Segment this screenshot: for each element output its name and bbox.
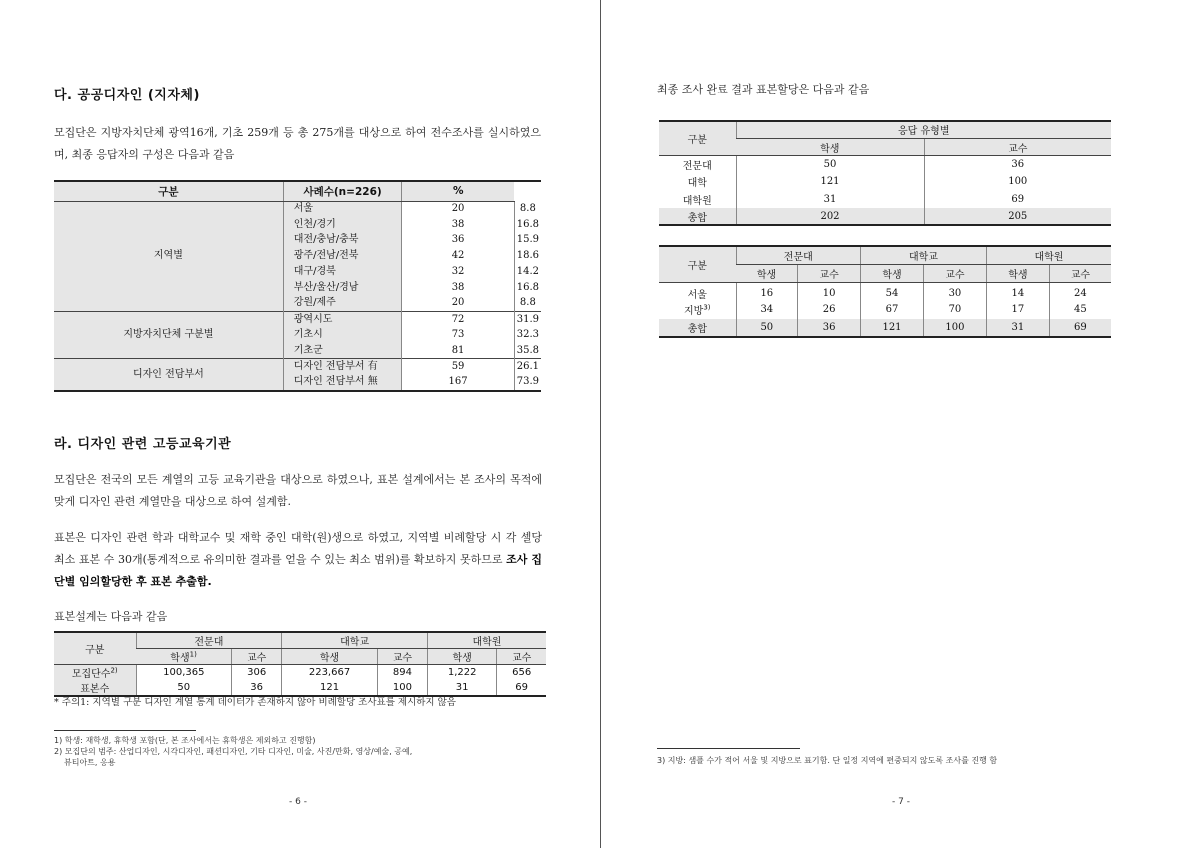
subheader-professor: 교수 (924, 138, 1111, 155)
row-count: 20 (402, 201, 514, 217)
cell-value: 69 (1049, 319, 1111, 337)
header-response-type: 응답 유형별 (736, 121, 1111, 138)
subheader-professor: 교수 (798, 264, 861, 282)
category-region: 지역별 (54, 201, 283, 312)
table-row (54, 359, 541, 375)
row-label: 대학 (659, 173, 736, 190)
cell-value: 14 (986, 282, 1049, 301)
table-header-row (659, 121, 1111, 138)
row-label: 지방$^{3)}$ (683, 303, 711, 317)
row-count: 73 (402, 327, 514, 343)
footnote-separator (657, 748, 800, 749)
cell-value: 45 (1049, 301, 1111, 319)
cell-value: 223,667 (282, 665, 378, 681)
cell-value: 100 (923, 319, 986, 337)
row-label: 표본수 (54, 680, 136, 696)
footnote-2: 2) 모집단의 범주: 산업디자인, 시각디자인, 패션디자인, 기타 디자인, 미술, 사진/만화, 영상/예술, 공예, (54, 747, 413, 756)
cell-value: 121 (861, 319, 924, 337)
cell-value: 70 (923, 301, 986, 319)
header-count: 사례수(n=226) (283, 181, 402, 201)
cell-value: 69 (924, 191, 1111, 208)
row-label: 디자인 전담부서 無 (283, 375, 402, 391)
cell-value: 306 (232, 665, 282, 681)
cell-value: 17 (986, 301, 1049, 319)
cell-value: 31 (986, 319, 1049, 337)
subheader-student: 학생$^{1)}$ (136, 649, 232, 665)
footnote-3: 3) 지방: 샘플 수가 적어 서울 및 지방으로 표기함. 단 일정 지역에 편중되지 않도록 조사를 진행 함 (657, 756, 998, 765)
row-count: 42 (402, 248, 514, 264)
row-label: 광역시도 (283, 312, 402, 328)
row-percent: 15.9 (516, 234, 539, 246)
table-row (659, 156, 1111, 173)
cell-value: 36 (798, 319, 861, 337)
row-label: 대전/충남/충북 (283, 233, 402, 249)
subheader-student: 학생 (986, 264, 1049, 282)
row-count: 38 (402, 280, 514, 296)
subheader-student: 학생 (861, 264, 924, 282)
cell-value: 100,365 (136, 665, 232, 681)
row-label: 대구/경북 (283, 264, 402, 280)
table-row (54, 201, 541, 217)
sample-design-text: 표본은 디자인 관련 학과 대학교수 및 재학 중인 대학(원)생으로 하였고, 지역별 비례할당 시 각 셀당 최소 표본 수 30개(통계적으로 유의미한 결과를 얻을 수 있는 최소 범위)를 확보하지 못하므로 (54, 531, 542, 566)
row-count: 36 (402, 233, 514, 249)
row-count: 72 (402, 312, 514, 328)
row-label: 디자인 전담부서 有 (283, 359, 402, 375)
row-percent: 16.8 (516, 218, 539, 230)
table-header-row (659, 246, 1111, 264)
header-group-university: 대학교 (282, 632, 428, 649)
row-percent: 8.8 (519, 202, 536, 214)
row-label: 광주/전남/전북 (283, 248, 402, 264)
header-group-graduate: 대학원 (986, 246, 1111, 264)
cell-value: 67 (861, 301, 924, 319)
category-design-dept: 디자인 전담부서 (54, 359, 283, 391)
table-region-allocation (659, 245, 1111, 338)
row-label: 서울 (687, 289, 707, 301)
cell-value: 10 (798, 282, 861, 301)
header-group-college: 전문대 (736, 246, 861, 264)
cell-value: 205 (924, 208, 1111, 225)
footnote-1: 1) 학생: 재학생, 휴학생 포함(단, 본 조사에서는 휴학생은 제외하고 진행함) (54, 736, 316, 745)
header-category: 구분 (54, 181, 283, 201)
cell-value: 100 (924, 173, 1111, 190)
subheader-professor: 교수 (377, 649, 427, 665)
table-row-population (54, 665, 546, 681)
row-label: 서울 (283, 201, 402, 217)
cell-value: 31 (427, 680, 496, 696)
row-label: 총합 (659, 208, 736, 225)
subheader-professor: 교수 (923, 264, 986, 282)
row-label: 부산/울산/경남 (283, 280, 402, 296)
paragraph-final-allocation: 최종 조사 완료 결과 표본할당은 다음과 같음 (657, 83, 870, 96)
table-response-type (659, 120, 1111, 226)
row-count: 81 (402, 343, 514, 359)
cell-value: 1,222 (427, 665, 496, 681)
row-label: 모집단수$^{2)}$ (54, 665, 136, 681)
category-gov-type: 지방자치단체 구분별 (54, 312, 283, 359)
heading-higher-education: 라. 디자인 관련 고등교육기관 (54, 437, 232, 452)
row-label: 인천/경기 (283, 217, 402, 233)
cell-value: 54 (861, 282, 924, 301)
table-local-gov-respondents (54, 180, 541, 392)
cell-value: 121 (282, 680, 378, 696)
subheader-student: 학생 (427, 649, 496, 665)
cell-value: 36 (924, 156, 1111, 173)
cell-value: 30 (923, 282, 986, 301)
subheader-student: 학생 (736, 264, 798, 282)
page-7 (601, 0, 1200, 848)
paragraph-sample-design (54, 527, 542, 593)
table-row (659, 173, 1111, 190)
table-row-total (659, 319, 1111, 337)
footnote-separator (54, 730, 196, 731)
table-row (54, 312, 541, 328)
cell-value: 26 (798, 301, 861, 319)
footnote-2-continued: 뷰티아트, 응용 (64, 758, 116, 767)
subheader-professor: 교수 (232, 649, 282, 665)
header-percent: % (402, 181, 514, 201)
sample-design-bold: 조사 집단별 임의할당한 후 표본 추출함. (54, 553, 542, 588)
page-number: - 7 - (892, 797, 910, 807)
cell-value: 202 (736, 208, 924, 225)
header-group-graduate: 대학원 (427, 632, 546, 649)
cell-value: 50 (136, 680, 232, 696)
cell-value: 16 (736, 282, 798, 301)
row-label: 기초시 (283, 327, 402, 343)
cell-value: 34 (736, 301, 798, 319)
row-percent: 35.8 (516, 344, 539, 356)
cell-value: 69 (497, 680, 546, 696)
table-note: * 주의1: 지역별 구분 디자인 계열 통계 데이터가 존재하지 않아 비례할당 조사표를 제시하지 않음 (54, 697, 456, 708)
header-group-university: 대학교 (861, 246, 987, 264)
row-percent: 26.1 (514, 359, 541, 375)
paragraph-sample-intro: 표본설계는 다음과 같음 (54, 610, 168, 623)
row-percent: 16.8 (516, 281, 539, 293)
subheader-student: 학생 (736, 138, 924, 155)
row-percent: 14.2 (516, 266, 539, 278)
row-percent: 18.6 (516, 250, 539, 262)
row-label: 전문대 (659, 156, 736, 173)
row-count: 59 (402, 359, 514, 375)
header-category: 구분 (659, 121, 736, 156)
cell-value: 100 (377, 680, 427, 696)
table-sample-design (54, 631, 546, 697)
cell-value: 121 (736, 173, 924, 190)
cell-value: 36 (232, 680, 282, 696)
cell-value: 50 (736, 319, 798, 337)
cell-value: 24 (1049, 282, 1111, 301)
row-label: 대학원 (659, 191, 736, 208)
header-category: 구분 (659, 246, 736, 282)
table-row (659, 191, 1111, 208)
header-group-college: 전문대 (136, 632, 282, 649)
subheader-professor: 교수 (1049, 264, 1111, 282)
table-header-row (54, 181, 541, 201)
paragraph-population-education: 모집단은 전국의 모든 계열의 고등 교육기관을 대상으로 하였으나, 표본 설계에서는 본 조사의 목적에 맞게 디자인 관련 계열만을 대상으로 하여 설계함. (54, 473, 542, 508)
row-label: 총합 (659, 319, 736, 337)
row-percent: 32.3 (516, 329, 539, 341)
cell-value: 894 (377, 665, 427, 681)
cell-value: 31 (736, 191, 924, 208)
subheader-student: 학생 (282, 649, 378, 665)
row-label: 기초군 (283, 343, 402, 359)
page-number: - 6 - (289, 797, 307, 807)
row-label: 강원/제주 (283, 296, 402, 312)
row-count: 20 (402, 296, 514, 312)
row-count: 38 (402, 217, 514, 233)
row-percent: 8.8 (519, 297, 536, 309)
row-percent: 73.9 (516, 376, 539, 388)
heading-public-design: 다. 공공디자인 (지자체) (54, 88, 200, 103)
row-count: 167 (402, 375, 514, 391)
table-row (659, 282, 1111, 301)
table-header-row (54, 632, 546, 649)
paragraph-population-local-gov: 모집단은 지방자치단체 광역16개, 기초 259개 등 총 275개를 대상으로 하여 전수조사를 실시하였으며, 최종 응답자의 구성은 다음과 같음 (54, 126, 541, 161)
subheader-professor: 교수 (497, 649, 546, 665)
row-count: 32 (402, 264, 514, 280)
cell-value: 50 (736, 156, 924, 173)
table-row-total (659, 208, 1111, 225)
table-row (659, 301, 1111, 319)
cell-value: 656 (497, 665, 546, 681)
header-category: 구분 (54, 632, 136, 665)
row-percent: 31.9 (514, 312, 541, 328)
